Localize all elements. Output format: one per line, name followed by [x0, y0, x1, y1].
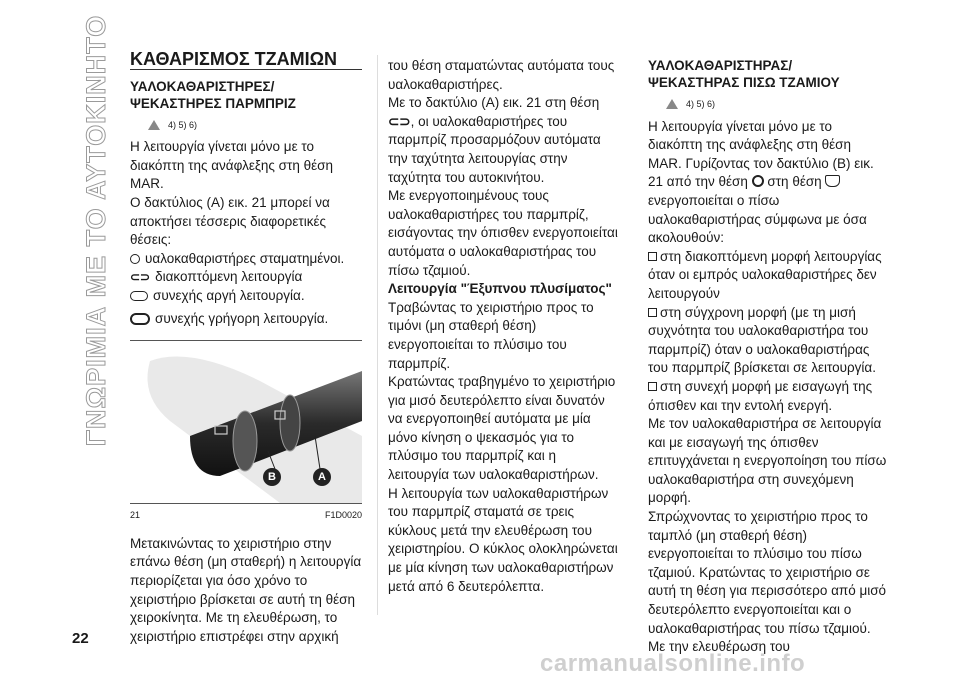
column-2: [388, 57, 620, 596]
off-position-icon: [752, 175, 764, 187]
paragraph: [388, 94, 620, 187]
paragraph: Ο δακτύλιος (A) εικ. 21 μπορεί να αποκτήσει τέσσερις διαφορετικές θέσεις:: [130, 194, 330, 248]
option-fast: [130, 310, 362, 329]
marker-a: [313, 468, 331, 486]
marker-b-text: B: [268, 470, 276, 483]
page-number: 22: [72, 630, 89, 647]
warning-refs: [148, 116, 362, 135]
marker-b: [263, 468, 281, 486]
option-intermittent: [130, 268, 362, 287]
paragraph: Η λειτουργία των υαλοκαθαριστήρων του παρμπρίζ σταματά σε τρεις κύκλους μετά την ελευθέρωση του χειριστηρίου. Ο κύκλος ολοκληρώνεται με μία κίνηση των υαλοκαθαριστήρων μετά από 6 δευτερόλεπτα.: [388, 485, 618, 594]
bullet-text: στη σύγχρονη μορφή (με τη μισή συχνότητα του υαλοκαθαριστήρα του παρμπρίζ) όταν ο υαλοκαθαριστήρας του παρμπρίζ βρίσκεται σε λειτουργία.: [648, 304, 876, 376]
paragraph-part: Η λειτουργία γίνεται μόνο με το διακόπτη της ανάφλεξης στη θέση MAR. Γυρίζοντας τον δακτύλιο (B) εικ. 21 από την θέση: [648, 118, 874, 190]
paragraph: Σπρώχνοντας το χειριστήριο προς το ταμπλό (μη σταθερή θέση) ενεργοποιείται το πλύσιμο του πίσω τζαμιού. Κρατώντας το χειριστήριο σε αυτή τη θέση για περισσότερο από μισό δευτερόλεπτο ενεργοποιείται και ο υαλοκαθαριστήρας του πίσω τζαμιού. Με την ελευθέρωση του: [648, 509, 887, 655]
option-intermittent-label: διακοπτόμενη λειτουργία: [155, 269, 303, 285]
section-side-title: [62, 14, 132, 446]
page-title: ΚΑΘΑΡΙΣΜΟΣ ΤΖΑΜΙΩΝ: [130, 49, 338, 69]
warning-icon: [148, 120, 160, 130]
off-icon: [130, 254, 140, 264]
warning-icon: [666, 99, 678, 109]
paragraph: Μετακινώντας το χειριστήριο στην επάνω θέση (μη σταθερή) η λειτουργία περιορίζεται για όσο χρόνο το χειριστήριο βρίσκεται σε αυτή τη θέση χειροκίνητα. Με τη ελευθέρωση, το χειριστήριο επιστρέφει στην αρχική: [130, 535, 362, 644]
paragraph: Η λειτουργία γίνεται μόνο με το διακόπτη της ανάφλεξης στη θέση MAR.: [130, 139, 333, 192]
paragraph-part: ενεργοποιείται ο πίσω υαλοκαθαριστήρας σύμφωνα με όσα ακολουθούν:: [648, 192, 867, 246]
bullet-item: [648, 248, 888, 304]
column-divider: [377, 55, 378, 615]
fast-speed-icon: [130, 313, 150, 325]
bullet-item: [648, 304, 888, 378]
watermark: carmanualsonline.info: [540, 650, 806, 677]
option-off: [130, 250, 362, 269]
bullet-icon: [648, 382, 657, 391]
subtitle-front-line2: ΨΕΚΑΣΤΗΡΕΣ ΠΑΡΜΠΡΙΖ: [130, 95, 296, 111]
slow-speed-icon: [130, 291, 148, 301]
auto-wiper-icon: ⊂⊃: [388, 113, 411, 129]
bullet-item: [648, 378, 888, 415]
column-1: [130, 50, 362, 646]
paragraph: Με τον υαλοκαθαριστήρα σε λειτουργία και με εισαγωγή της όπισθεν επιτυγχάνεται η ενεργοποίηση του πίσω υαλοκαθαριστήρα στη συνεχόμενη μορφή.: [648, 416, 887, 506]
intermittent-icon: ⊂⊃: [130, 270, 151, 285]
option-fast-label: συνεχής γρήγορη λειτουργία.: [155, 310, 329, 326]
warning-refs-text: 4) 5) 6): [168, 119, 198, 130]
bullet-text: στη διακοπτόμενη μορφή λειτουργίας όταν οι εμπρός υαλοκαθαριστήρες δεν λειτουργούν: [648, 248, 882, 301]
option-slow: [130, 287, 362, 306]
option-slow-label: συνεχής αργή λειτουργία.: [153, 287, 305, 303]
subtitle-front-line1: ΥΑΛΟΚΑΘΑΡΙΣΤΗΡΕΣ/: [130, 78, 275, 94]
paragraph: [648, 118, 888, 248]
option-off-label: υαλοκαθαριστήρες σταματημένοι.: [145, 250, 345, 266]
paragraph: του θέση σταματώντας αυτόματα τους υαλοκαθαριστήρες.: [388, 58, 615, 92]
marker-a-text: A: [318, 470, 326, 483]
bullet-text: στη συνεχή μορφή με εισαγωγή της όπισθεν και την εντολή ενεργή.: [648, 378, 873, 413]
paragraph-part: στη θέση: [767, 174, 822, 190]
bullet-icon: [648, 308, 657, 317]
paragraph-part: Με το δακτύλιο (A) εικ. 21 στη θέση: [388, 95, 600, 111]
subtitle-rear-line1: ΥΑΛΟΚΑΘΑΡΙΣΤΗΡΑΣ/: [648, 58, 793, 73]
figure-number: 21: [130, 510, 141, 521]
warning-refs: [666, 95, 888, 114]
section-side-title-text: ΓΝΩΡΙΜΙΑ ΜΕ ΤΟ ΑΥΤΟΚΙΝΗΤΟ: [81, 14, 112, 446]
figure-code: F1D0020: [324, 510, 362, 521]
paragraph-part: , οι υαλοκαθαριστήρες του παρμπρίζ προσαρμόζουν αυτόματα την ταχύτητα λειτουργίας στην ταχύτητα του αυτοκινήτου.: [388, 113, 601, 185]
column-3: [648, 57, 888, 657]
paragraph: Τραβώντας το χειριστήριο προς το τιμόνι (μη σταθερή θέση) ενεργοποιείται το πλύσιμο του παρμπρίζ.: [388, 299, 594, 371]
paragraph: Κρατώντας τραβηγμένο το χειριστήριο για μισό δευτερόλεπτο είναι δυνατόν να ενεργοποιηθεί αυτόματα με μία μόνο κίνηση ο ψεκασμός για το πλύσιμο του παρμπρίζ και η λειτουργία των υαλοκαθαριστήρων.: [388, 374, 616, 483]
figure-21-wiper-stalk: [130, 340, 362, 504]
subtitle-rear-line2: ΨΕΚΑΣΤΗΡΑΣ ΠΙΣΩ ΤΖΑΜΙΟΥ: [648, 75, 840, 90]
figure-caption: [130, 506, 362, 525]
rear-wiper-icon: [825, 175, 840, 187]
paragraph: Με ενεργοποιημένους τους υαλοκαθαριστήρες του παρμπρίζ, εισάγοντας την όπισθεν ενεργοποιείται αυτόματα ο υαλοκαθαριστήρας του πίσω τζαμιού.: [388, 188, 618, 278]
warning-refs-text: 4) 5) 6): [686, 99, 716, 109]
section-heading-smart-wash: Λειτουργία "Έξυπνου πλυσίματος": [388, 281, 612, 297]
bullet-icon: [648, 252, 657, 261]
